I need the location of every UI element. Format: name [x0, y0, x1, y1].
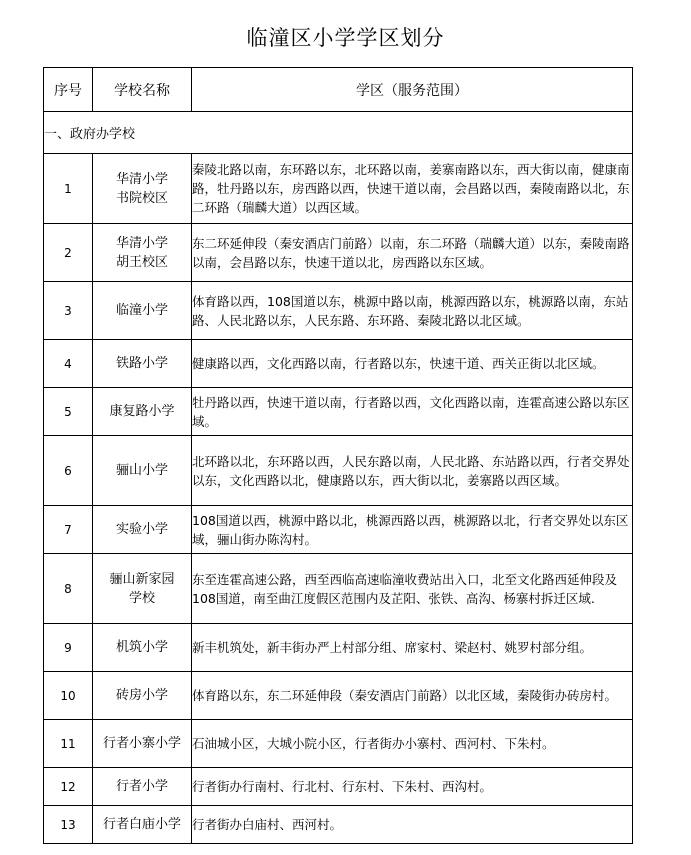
school-name: 华清小学 书院校区	[93, 154, 192, 224]
section-label: 一、政府办学校	[44, 112, 633, 154]
service-area: 新丰机筑处，新丰街办严上村部分组、席家村、梁赵村、姚罗村部分组。	[192, 624, 633, 672]
row-number: 7	[44, 506, 93, 554]
table-row	[44, 340, 633, 388]
table-row	[44, 282, 633, 340]
row-number: 2	[44, 224, 93, 282]
table-row	[44, 768, 633, 806]
row-number: 3	[44, 282, 93, 340]
row-number: 4	[44, 340, 93, 388]
school-name: 砖房小学	[93, 672, 192, 720]
row-number: 13	[44, 806, 93, 844]
table-row	[44, 806, 633, 844]
school-name: 临潼小学	[93, 282, 192, 340]
header-school: 学校名称	[93, 68, 192, 112]
row-number: 8	[44, 554, 93, 624]
table-header-row	[44, 68, 633, 112]
school-name: 铁路小学	[93, 340, 192, 388]
service-area: 行者街办白庙村、西河村。	[192, 806, 633, 844]
school-name: 骊山小学	[93, 436, 192, 506]
service-area: 石油城小区，大城小院小区，行者街办小寨村、西河村、下朱村。	[192, 720, 633, 768]
table-row	[44, 554, 633, 624]
service-area: 体育路以西，108国道以东，桃源中路以南，桃源西路以东，桃源路以南，东站路、人民北路以东，人民东路、东环路、秦陵北路以北区域。	[192, 282, 633, 340]
row-number: 5	[44, 388, 93, 436]
row-number: 10	[44, 672, 93, 720]
school-district-table	[43, 67, 633, 844]
row-number: 1	[44, 154, 93, 224]
service-area: 东二环延伸段（秦安酒店门前路）以南，东二环路（瑞麟大道）以东，秦陵南路以南，会昌路以东，快速干道以北，房西路以东区域。	[192, 224, 633, 282]
table-row	[44, 672, 633, 720]
service-area: 秦陵北路以南，东环路以东，北环路以南，姜寨南路以东，西大街以南，健康南路，牡丹路以东，房西路以西，快速干道以南，会昌路以西，秦陵南路以北，东二环路（瑞麟大道）以西区域。	[192, 154, 633, 224]
section-row	[44, 112, 633, 154]
school-name: 行者小学	[93, 768, 192, 806]
service-area: 108国道以西，桃源中路以北，桃源西路以西，桃源路以北，行者交界处以东区域，骊山街办陈沟村。	[192, 506, 633, 554]
header-area: 学区（服务范围）	[192, 68, 633, 112]
table-row	[44, 506, 633, 554]
service-area: 体育路以东，东二环延伸段（秦安酒店门前路）以北区域，秦陵街办砖房村。	[192, 672, 633, 720]
table-row	[44, 224, 633, 282]
page-title: 临潼区小学学区划分	[246, 26, 445, 50]
header-num: 序号	[44, 68, 93, 112]
school-name: 机筑小学	[93, 624, 192, 672]
service-area: 健康路以西，文化西路以南，行者路以东，快速干道、西关正街以北区域。	[192, 340, 633, 388]
school-name: 实验小学	[93, 506, 192, 554]
service-area: 东至连霍高速公路，西至西临高速临潼收费站出入口，北至文化路西延伸段及108国道，南至曲江度假区范围内及芷阳、张铁、高沟、杨寨村拆迁区域.	[192, 554, 633, 624]
row-number: 6	[44, 436, 93, 506]
school-name: 行者小寨小学	[93, 720, 192, 768]
school-name: 华清小学 胡王校区	[93, 224, 192, 282]
row-number: 11	[44, 720, 93, 768]
school-name: 骊山新家园 学校	[93, 554, 192, 624]
table-row	[44, 720, 633, 768]
school-name: 康复路小学	[93, 388, 192, 436]
table-row	[44, 388, 633, 436]
school-name: 行者白庙小学	[93, 806, 192, 844]
row-number: 12	[44, 768, 93, 806]
service-area: 北环路以北，东环路以西，人民东路以南，人民北路、东站路以西，行者交界处以东，文化西路以北，健康路以东，西大街以北，姜寨路以西区域。	[192, 436, 633, 506]
table-row	[44, 154, 633, 224]
row-number: 9	[44, 624, 93, 672]
service-area: 行者街办行南村、行北村、行东村、下朱村、西沟村。	[192, 768, 633, 806]
table-row	[44, 436, 633, 506]
table-row	[44, 624, 633, 672]
service-area: 牡丹路以西，快速干道以南，行者路以西，文化西路以南，连霍高速公路以东区域。	[192, 388, 633, 436]
